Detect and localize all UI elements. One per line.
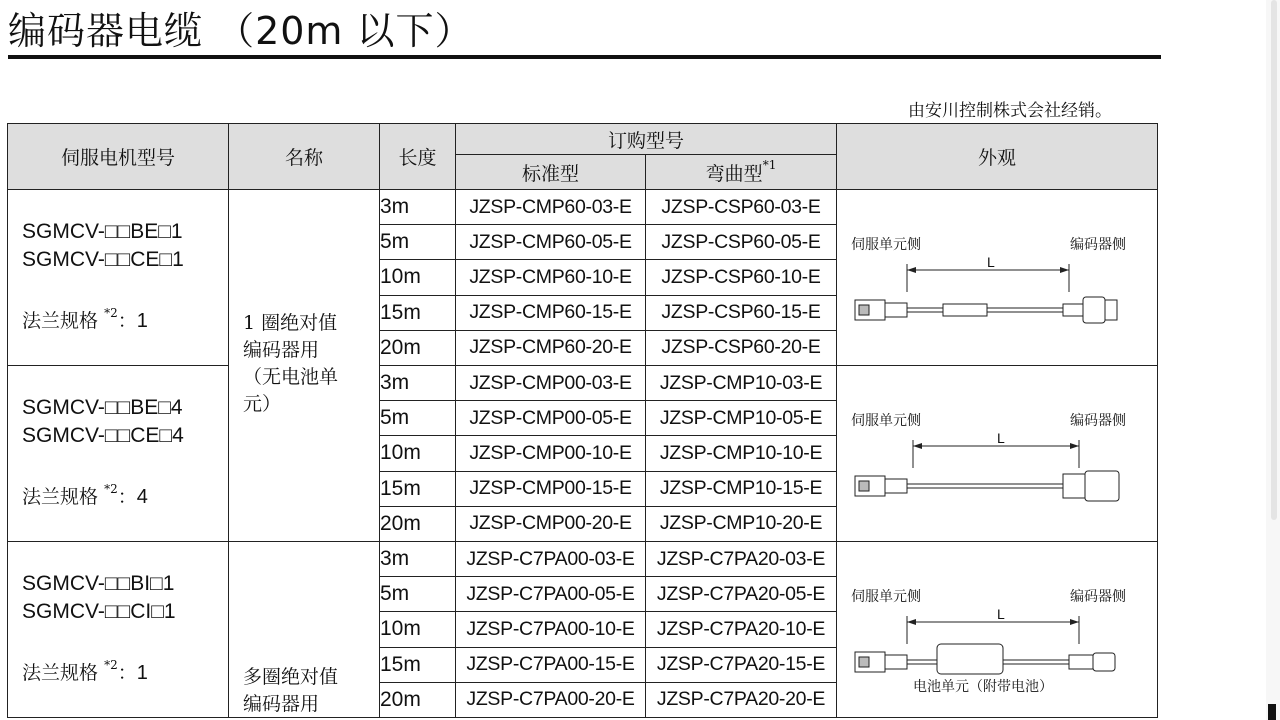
standard-part-number: JZSP-CMP60-05-E [456, 225, 646, 260]
bent-part-number: JZSP-CMP10-10-E [646, 436, 837, 471]
motor-model-line1: SGMCV-□□BE□4 [22, 396, 183, 419]
length-cell: 20m [380, 682, 456, 717]
encoder-side-label: 编码器侧 [1070, 589, 1126, 605]
flange-spec [22, 306, 148, 333]
length-cell: 5m [380, 225, 456, 260]
page-title: 编码器电缆 （20m 以下） [8, 9, 474, 53]
flange-label: 法兰规格 [22, 662, 99, 684]
bent-part-number: JZSP-CSP60-20-E [646, 330, 837, 365]
standard-part-number: JZSP-C7PA00-10-E [456, 612, 646, 647]
encoder-side-label: 编码器侧 [1070, 237, 1126, 253]
distributor-note: 由安川控制株式会社经销。 [908, 101, 1112, 121]
name-line: 编码器用 [243, 693, 320, 715]
standard-part-number: JZSP-CMP60-03-E [456, 190, 646, 225]
scrollbar[interactable] [1266, 0, 1280, 720]
standard-part-number: JZSP-CMP60-10-E [456, 260, 646, 295]
standard-part-number: JZSP-CMP00-05-E [456, 401, 646, 436]
cable-drawing [837, 366, 1157, 541]
dimension-arrow-right [1070, 619, 1079, 625]
servo-side-label: 伺服单元侧 [851, 589, 921, 605]
length-dimension-label: L [987, 254, 995, 270]
encoder-cable-table [7, 123, 1158, 718]
motor-model-cell [8, 366, 229, 542]
standard-part-number: JZSP-CMP00-03-E [456, 366, 646, 401]
footnote-ref: *1 [762, 158, 777, 173]
length-cell: 10m [380, 260, 456, 295]
name-multi-turn [243, 664, 338, 718]
appearance-box [837, 190, 1157, 365]
appearance-cell [837, 542, 1158, 718]
standard-part-number: JZSP-C7PA00-20-E [456, 682, 646, 717]
encoder-connector-nut [1105, 300, 1117, 320]
standard-part-number: JZSP-CMP60-20-E [456, 330, 646, 365]
flange-spec [22, 658, 148, 685]
header-order-no: 订购型号 [456, 124, 837, 155]
header-appearance: 外观 [837, 124, 1158, 190]
servo-connector-latch [859, 657, 869, 667]
length-dimension-label: L [997, 430, 1005, 446]
length-cell: 10m [380, 612, 456, 647]
standard-part-number: JZSP-C7PA00-03-E [456, 542, 646, 577]
flange-separator: ： [117, 486, 137, 508]
servo-side-label: 伺服单元侧 [851, 413, 921, 429]
name-line: 编码器用 [243, 339, 320, 361]
dimension-arrow-right [1070, 443, 1079, 449]
servo-connector-boot [885, 303, 907, 317]
length-cell: 15m [380, 471, 456, 506]
motor-model-box [8, 366, 228, 541]
name-single-turn [243, 310, 338, 418]
motor-model-cell [8, 190, 229, 366]
cable-drawing [837, 190, 1157, 365]
flange-footnote: *2 [104, 657, 118, 672]
flange-value: 1 [136, 310, 148, 332]
standard-part-number: JZSP-CMP00-20-E [456, 506, 646, 541]
motor-model-box [8, 542, 228, 717]
bent-part-number: JZSP-CMP10-15-E [646, 471, 837, 506]
bent-part-number: JZSP-C7PA20-03-E [646, 542, 837, 577]
battery-unit-label: 电池单元（附带电池） [913, 679, 1053, 695]
table-row [8, 190, 1158, 225]
appearance-cell [837, 190, 1158, 366]
name-line: （无电池单 [243, 366, 339, 388]
flange-separator: ： [117, 662, 137, 684]
name-cell-single-turn [229, 190, 380, 542]
name-line: 元） [243, 393, 282, 415]
flange-footnote: *2 [104, 481, 118, 496]
flange-footnote: *2 [104, 305, 118, 320]
standard-part-number: JZSP-CMP00-15-E [456, 471, 646, 506]
length-cell: 3m [380, 542, 456, 577]
length-cell: 20m [380, 506, 456, 541]
motor-model-cell [8, 542, 229, 718]
name-line: 多圈绝对值 [243, 666, 339, 688]
appearance-cell [837, 366, 1158, 542]
servo-connector-boot [885, 479, 907, 493]
length-cell: 15m [380, 295, 456, 330]
header-name: 名称 [229, 124, 380, 190]
standard-part-number: JZSP-C7PA00-15-E [456, 647, 646, 682]
bent-part-number: JZSP-C7PA20-15-E [646, 647, 837, 682]
bent-part-number: JZSP-C7PA20-10-E [646, 612, 837, 647]
cable-sleeve [943, 304, 987, 316]
name-line: 1 圈绝对值 [243, 312, 338, 334]
bent-part-number: JZSP-C7PA20-05-E [646, 577, 837, 612]
bent-part-number: JZSP-CSP60-05-E [646, 225, 837, 260]
length-cell: 20m [380, 330, 456, 365]
encoder-connector-boot [1063, 474, 1085, 498]
motor-model-line1: SGMCV-□□BI□1 [22, 572, 175, 595]
bent-part-number: JZSP-CSP60-10-E [646, 260, 837, 295]
servo-side-label: 伺服单元侧 [851, 237, 921, 253]
bent-part-number: JZSP-CMP10-20-E [646, 506, 837, 541]
header-bent: 弯曲型$^{*1}$ [646, 155, 837, 190]
motor-model-box [8, 190, 228, 365]
length-cell: 3m [380, 366, 456, 401]
bent-part-number: JZSP-CMP10-05-E [646, 401, 837, 436]
length-cell: 5m [380, 401, 456, 436]
standard-part-number: JZSP-CMP60-15-E [456, 295, 646, 330]
motor-model-line1: SGMCV-□□BE□1 [22, 220, 183, 243]
encoder-connector [1083, 297, 1105, 323]
scroll-thumb[interactable] [1271, 0, 1277, 520]
bent-part-number: JZSP-CSP60-15-E [646, 295, 837, 330]
table-row [8, 542, 1158, 577]
flange-separator: ： [117, 310, 137, 332]
length-cell: 5m [380, 577, 456, 612]
encoder-connector-boot [1063, 304, 1083, 316]
servo-connector-latch [859, 481, 869, 491]
motor-model-line2: SGMCV-□□CE□4 [22, 424, 184, 447]
flange-value: 4 [136, 486, 148, 508]
length-dimension-label: L [997, 606, 1005, 622]
encoder-connector [1085, 471, 1119, 501]
name-cell-multi-turn [229, 542, 380, 718]
header-standard: 标准型 [456, 155, 646, 190]
motor-model-line2: SGMCV-□□CI□1 [22, 600, 176, 623]
header-length: 长度 [380, 124, 456, 190]
bent-part-number: JZSP-CMP10-03-E [646, 366, 837, 401]
table-row [8, 366, 1158, 401]
flange-spec [22, 482, 148, 509]
title-rule [8, 55, 1161, 59]
standard-part-number: JZSP-C7PA00-05-E [456, 577, 646, 612]
dimension-arrow-left [907, 619, 916, 625]
motor-model-line2: SGMCV-□□CE□1 [22, 248, 184, 271]
bent-part-number: JZSP-C7PA20-20-E [646, 682, 837, 717]
dimension-arrow-right [1060, 267, 1069, 273]
standard-part-number: JZSP-CMP00-10-E [456, 436, 646, 471]
table-body [8, 190, 1158, 718]
encoder-connector [1093, 653, 1115, 671]
encoder-connector-boot [1069, 655, 1093, 669]
page-marker [1268, 704, 1276, 720]
flange-label: 法兰规格 [22, 486, 99, 508]
appearance-box [837, 542, 1157, 717]
dimension-arrow-left [913, 443, 922, 449]
flange-value: 1 [136, 662, 148, 684]
servo-connector-boot [885, 655, 907, 669]
flange-label: 法兰规格 [22, 310, 99, 332]
battery-unit [937, 644, 1003, 674]
length-cell: 3m [380, 190, 456, 225]
bent-part-number: JZSP-CSP60-03-E [646, 190, 837, 225]
header-motor-model: 伺服电机型号 [8, 124, 229, 190]
encoder-side-label: 编码器侧 [1070, 413, 1126, 429]
appearance-box [837, 366, 1157, 541]
length-cell: 10m [380, 436, 456, 471]
dimension-arrow-left [907, 267, 916, 273]
length-cell: 15m [380, 647, 456, 682]
servo-connector-latch [859, 305, 869, 315]
